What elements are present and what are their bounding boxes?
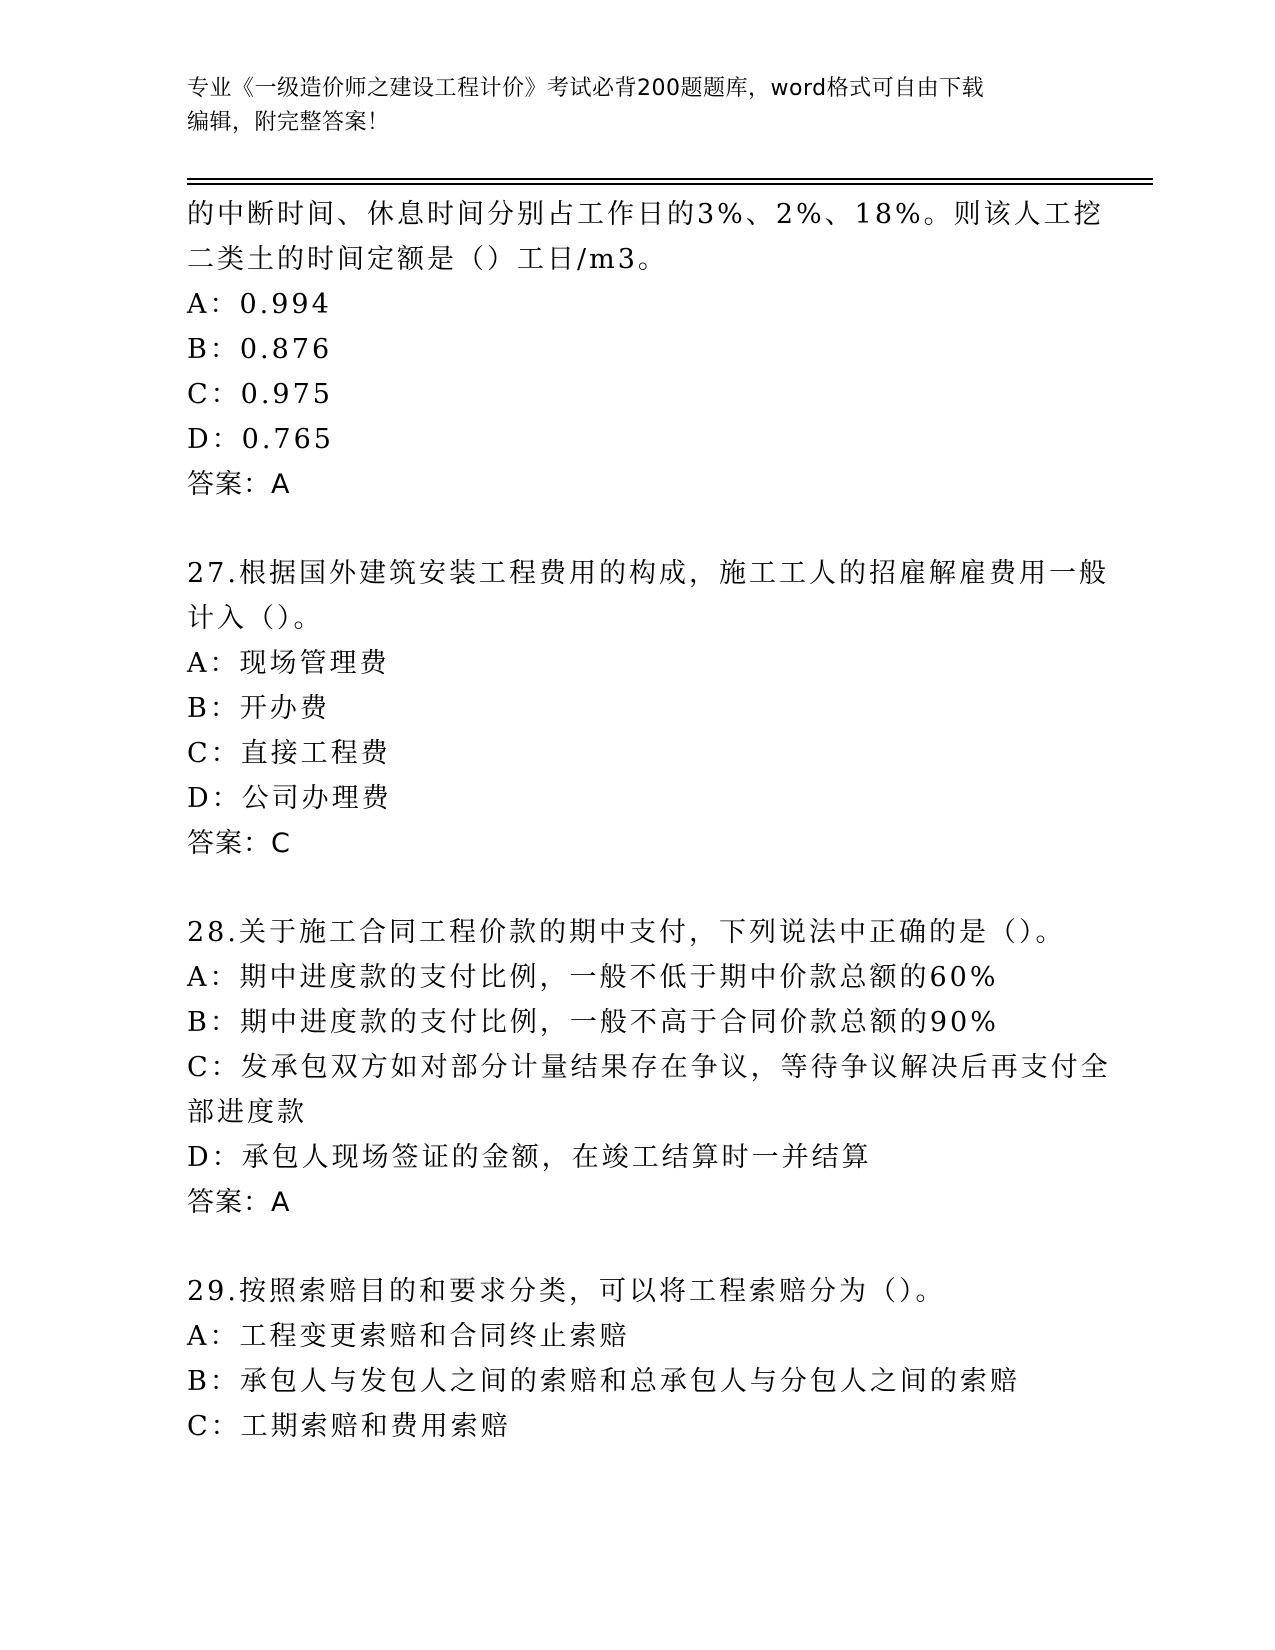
question-26	[187, 192, 1104, 507]
header-line-1: 专业《一级造价师之建设工程计价》考试必背200题题库，word格式可自由下载	[187, 76, 985, 101]
option-a: A：期中进度款的支付比例，一般不低于期中价款总额的60%	[187, 962, 999, 993]
header-line-2: 编辑，附完整答案！	[187, 110, 390, 135]
option-c: C：工期索赔和费用索赔	[187, 1411, 511, 1442]
option-a: A：现场管理费	[187, 648, 390, 679]
question-stem: 28.关于施工合同工程价款的期中支付，下列说法中正确的是（）。	[187, 917, 1066, 948]
option-b: B：承包人与发包人之间的索赔和总承包人与分包人之间的索赔	[187, 1366, 1020, 1397]
header-rule-top	[187, 178, 1153, 180]
question-28	[187, 910, 1111, 1225]
option-d: D：承包人现场签证的金额，在竣工结算时一并结算	[187, 1142, 872, 1173]
option-c: C：发承包双方如对部分计量结果存在争议，等待争议解决后再支付全	[187, 1052, 1111, 1083]
option-d: D：公司办理费	[187, 783, 392, 814]
spacer	[187, 866, 1087, 910]
spacer	[187, 1225, 1087, 1269]
spacer	[187, 507, 1087, 551]
question-stem: 29.按照索赔目的和要求分类，可以将工程索赔分为（）。	[187, 1276, 946, 1307]
question-stem: 的中断时间、休息时间分别占工作日的3%、2%、18%。则该人工挖	[187, 199, 1104, 230]
answer-label: 答案：A	[187, 469, 291, 500]
question-29	[187, 1269, 1087, 1449]
answer-label: 答案：C	[187, 828, 291, 859]
answer-label: 答案：A	[187, 1187, 291, 1218]
option-c-continued: 部进度款	[187, 1097, 307, 1128]
header-rule-bottom	[187, 183, 1153, 185]
option-c: C：0.975	[187, 379, 333, 410]
option-b: B：期中进度款的支付比例，一般不高于合同价款总额的90%	[187, 1007, 999, 1038]
option-b: B：开办费	[187, 693, 330, 724]
question-stem: 计入（）。	[187, 603, 324, 634]
question-stem: 二类土的时间定额是（）工日/m3。	[187, 244, 668, 275]
option-a: A：0.994	[187, 289, 332, 320]
option-b: B：0.876	[187, 334, 333, 365]
option-d: D：0.765	[187, 424, 334, 455]
question-stem: 27.根据国外建筑安装工程费用的构成，施工工人的招雇解雇费用一般	[187, 558, 1109, 589]
question-27	[187, 551, 1109, 866]
page-header	[187, 72, 1087, 140]
question-list	[187, 192, 1111, 1449]
option-a: A：工程变更索赔和合同终止索赔	[187, 1321, 630, 1352]
option-c: C：直接工程费	[187, 738, 391, 769]
